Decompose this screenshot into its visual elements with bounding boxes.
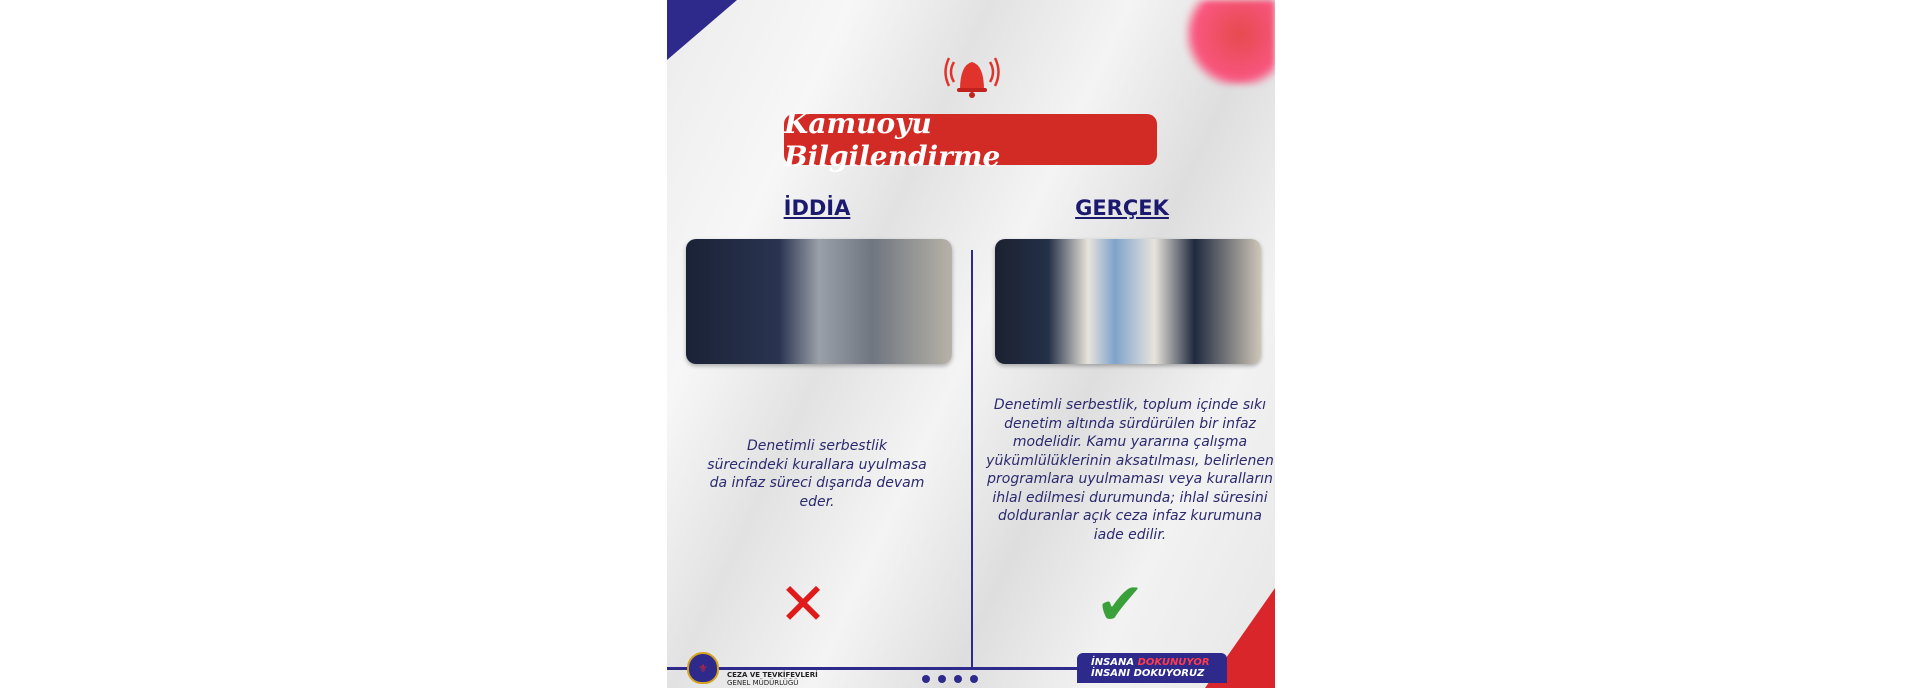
organization-name xyxy=(727,671,818,687)
claim-text: Denetimli serbestlik sürecindeki kurallara uyulmasa da infaz süreci dışarıda devam eder. xyxy=(707,438,927,510)
organization-logo: ⚜ xyxy=(687,652,719,684)
org-line-2: GENEL MÜDÜRLÜĞÜ xyxy=(727,679,799,687)
claim-heading: İDDİA xyxy=(783,196,851,220)
fact-heading: GERÇEK xyxy=(1075,196,1169,220)
alarm-bell-icon xyxy=(942,50,1002,100)
corner-decoration xyxy=(667,0,737,60)
facebook-icon xyxy=(938,675,946,683)
info-poster xyxy=(667,0,1275,688)
flag-decoration xyxy=(1185,0,1275,85)
slogan-text-2: DOKUYORUZ xyxy=(1133,668,1205,679)
slogan-text: İNSANA xyxy=(1091,657,1138,668)
org-line-1: CEZA VE TEVKİFEVLERİ xyxy=(727,671,818,679)
slogan-text: İNSANI xyxy=(1091,668,1134,679)
fact-text: Denetimli serbestlik, toplum içinde sıkı denetim altında sürdürülen bir infaz modelidir. Kamu yararına çalışma yükümlülüklerinin aksatılması, belirlenen programlara uyulmaması veya kuralların ihlal edilmesi durumunda; ihlal süresini dolduranlar açık ceza infaz kurumuna iade edilir. xyxy=(986,397,1274,543)
x-social-icon xyxy=(922,675,930,683)
slogan-text-accent: DOKUNUYOR xyxy=(1137,657,1210,668)
x-mark-icon: ✕ xyxy=(778,570,828,638)
instagram-icon xyxy=(954,675,962,683)
social-links xyxy=(922,675,978,683)
check-mark-icon: ✔ xyxy=(1095,570,1145,638)
web-icon xyxy=(970,675,978,683)
column-divider xyxy=(971,250,973,668)
fact-photo xyxy=(995,239,1261,364)
slogan-badge xyxy=(1077,653,1227,683)
page-title: Kamuoyu Bilgilendirme xyxy=(784,114,1157,165)
claim-photo xyxy=(686,239,952,364)
